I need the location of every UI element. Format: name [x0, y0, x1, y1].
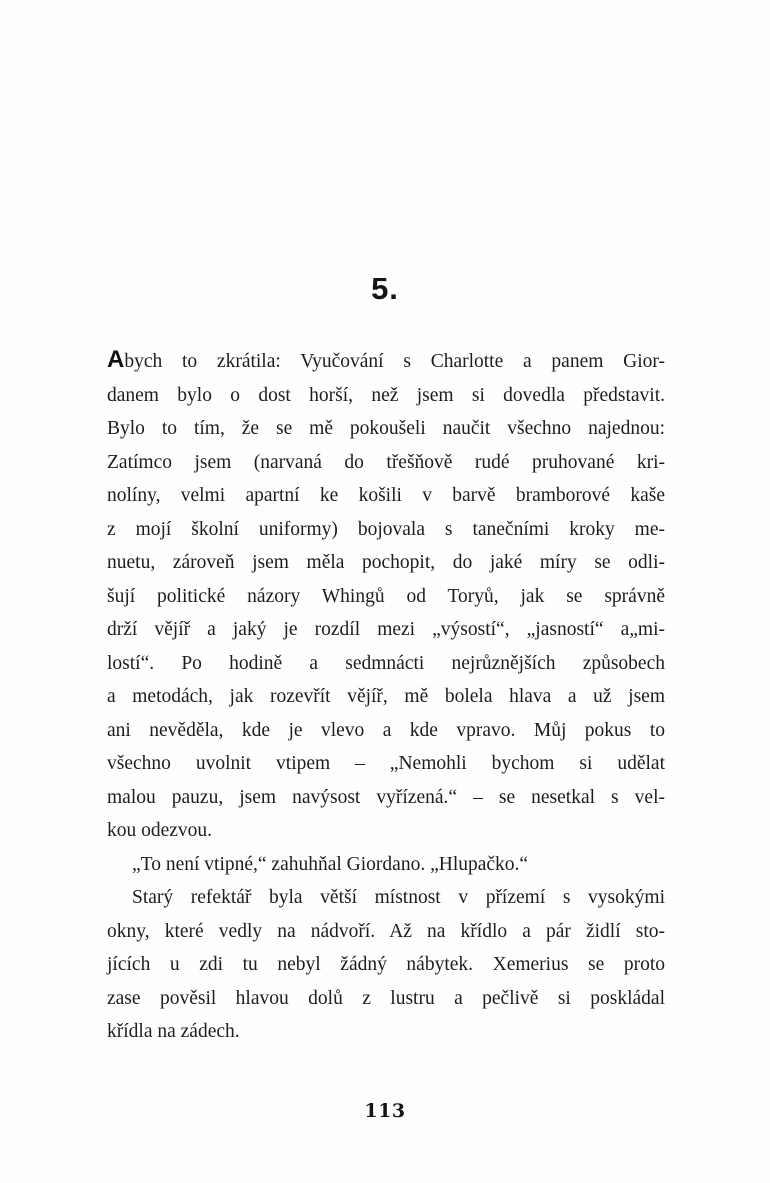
- text-line: Zatímco jsem (narvaná do třešňově rudé pruhované kri-: [107, 451, 665, 473]
- text-line: danem bylo o dost horší, než jsem si dovedla představit.: [107, 384, 665, 406]
- text-line: a metodách, jak rozevřít vějíř, mě bolela hlava a už jsem: [107, 686, 665, 707]
- text-line-content: bych to zkrátila: Vyučování s Charlotte a panem Gior-: [124, 351, 665, 372]
- text-line: [107, 343, 665, 379]
- text-line: z mojí školní uniformy) bojovala s tanečními kroky me-: [107, 518, 665, 540]
- text-line: jících u zdi tu nebyl žádný nábytek. Xemerius se proto: [107, 954, 665, 975]
- text-block: [107, 343, 665, 1049]
- text-line: nolíny, velmi apartní ke košili v barvě bramborové kaše: [107, 485, 665, 506]
- text-line: Starý refektář byla větší místnost v přízemí s vysokými: [132, 887, 665, 908]
- text-line: všechno uvolnit vtipem – „Nemohli bychom si udělat: [107, 753, 665, 774]
- text-line: kou odezvou.: [107, 820, 213, 841]
- text-line: malou pauzu, jsem navýsost vyřízená.“ – se nesetkal s vel-: [107, 786, 665, 808]
- page-number: 113: [364, 1100, 406, 1122]
- text-line: „To není vtipné,“ zahuhňal Giordano. „Hlupačko.“: [132, 853, 529, 875]
- text-line: okny, které vedly na nádvoří. Až na křídlo a pár židlí sto-: [107, 920, 665, 942]
- text-line: drží vějíř a jaký je rozdíl mezi „výsostí“, „jasností“ a„mi-: [107, 619, 665, 640]
- drop-cap-initial: A: [107, 346, 125, 373]
- chapter-number: 5.: [371, 271, 399, 306]
- text-line: nuetu, zároveň jsem měla pochopit, do jaké míry se odli-: [107, 552, 665, 573]
- text-line: šují politické názory Whingů od Toryů, jak se správně: [107, 585, 665, 607]
- text-line: lostí“. Po hodině a sedmnácti nejrůznějších způsobech: [107, 652, 665, 674]
- text-line: křídla na zádech.: [107, 1021, 240, 1042]
- text-line: ani nevěděla, kde je vlevo a kde vpravo. Můj pokus to: [107, 719, 665, 741]
- text-line: Bylo to tím, že se mě pokoušeli naučit všechno najednou:: [107, 418, 665, 439]
- text-line: zase pověsil hlavou dolů z lustru a pečlivě si poskládal: [107, 987, 665, 1009]
